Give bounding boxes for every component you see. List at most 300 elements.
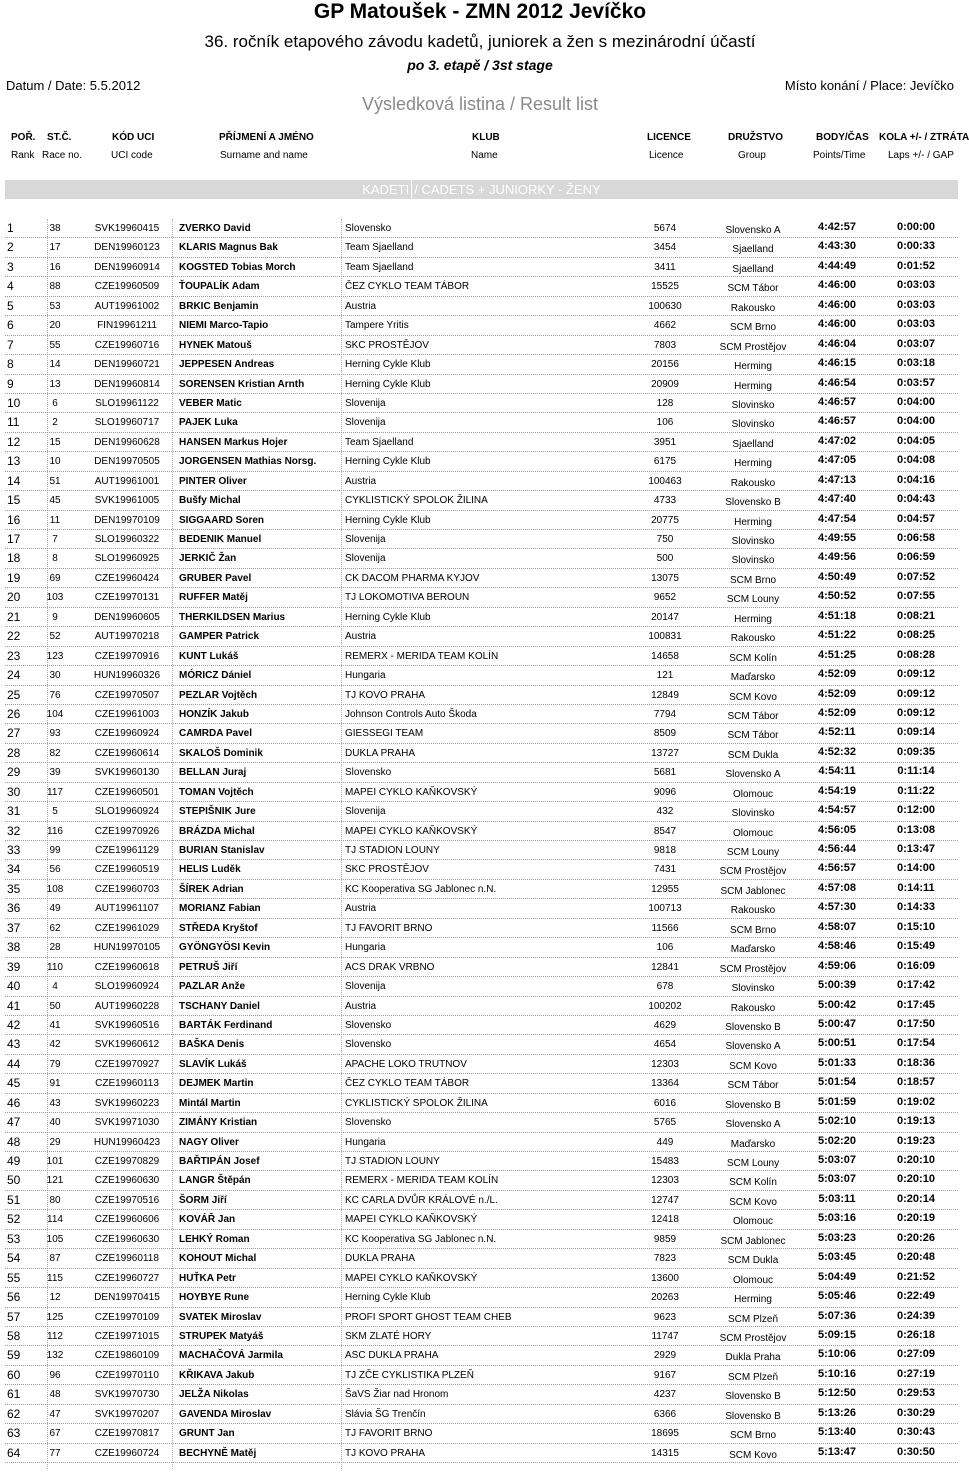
table-row xyxy=(5,1191,958,1210)
rider-name-cell: STRUPEK Matyáš xyxy=(179,1330,264,1342)
group-cell: SCM Plzeň xyxy=(727,1313,778,1325)
uci-code-cell: CZE19960924 xyxy=(94,728,160,740)
rank-cell: 34 xyxy=(7,862,21,877)
race-no-cell: 13 xyxy=(49,378,61,390)
group-cell: Sjaelland xyxy=(732,263,774,275)
race-no-cell: 42 xyxy=(49,1039,61,1051)
gap-cell: 0:13:08 xyxy=(897,823,935,836)
time-cell: 4:51:25 xyxy=(818,648,856,661)
race-no-cell: 114 xyxy=(47,1214,63,1226)
uci-code-cell: DEN19970415 xyxy=(94,1292,160,1304)
gap-cell: 0:12:00 xyxy=(897,804,935,817)
uci-code-cell: FIN19961211 xyxy=(97,320,157,332)
gap-cell: 0:03:18 xyxy=(897,357,935,370)
rider-name-cell: CAMRDA Pavel xyxy=(179,728,252,740)
rider-name-cell: MORIANZ Fabian xyxy=(179,903,261,915)
race-no-cell: 82 xyxy=(49,747,61,759)
club-cell: CYKLISTICKÝ SPOLOK ŽILINA xyxy=(345,495,488,507)
club-cell: Austria xyxy=(345,475,377,487)
group-cell: Slovensko A xyxy=(725,1041,781,1053)
uci-code-cell: CZE19960113 xyxy=(95,1078,159,1090)
table-row xyxy=(5,1405,958,1424)
gap-cell: 0:11:14 xyxy=(897,765,935,778)
rank-cell: 11 xyxy=(7,415,20,430)
uci-code-cell: SLO19960924 xyxy=(94,981,160,993)
group-cell: Olomouc xyxy=(732,1216,773,1228)
licence-cell: 6366 xyxy=(653,1408,677,1420)
group-cell: Slovensko B xyxy=(725,1391,781,1403)
group-cell: Maďarsko xyxy=(730,672,776,684)
licence-cell: 9096 xyxy=(653,786,677,798)
rider-name-cell: HELIS Luděk xyxy=(179,864,241,876)
licence-cell: 12418 xyxy=(651,1214,679,1226)
licence-cell: 4237 xyxy=(653,1389,677,1401)
gap-cell: 0:20:26 xyxy=(897,1231,935,1244)
rider-name-cell: ZVERKO David xyxy=(179,223,251,234)
club-cell: Austria xyxy=(345,631,377,643)
rank-cell: 16 xyxy=(7,512,21,527)
time-cell: 5:01:33 xyxy=(818,1056,856,1069)
rank-cell: 26 xyxy=(7,706,21,721)
uci-code-cell: AUT19961001 xyxy=(94,475,160,487)
table-row xyxy=(5,783,958,802)
time-cell: 4:59:06 xyxy=(818,959,856,972)
uci-code-cell: SLO19960925 xyxy=(94,553,160,565)
club-cell: APACHE LOKO TRUTNOV xyxy=(345,1058,467,1070)
club-cell: MAPEI CYKLO KAŇKOVSKÝ xyxy=(345,786,478,798)
time-cell: 4:50:49 xyxy=(818,570,856,583)
col-club-header: KLUB xyxy=(472,132,500,143)
table-row xyxy=(5,569,958,588)
table-row xyxy=(5,1346,958,1365)
time-cell: 5:01:59 xyxy=(818,1095,856,1108)
rank-cell: 9 xyxy=(7,376,14,391)
time-cell: 5:03:07 xyxy=(818,1154,856,1166)
race-no-cell: 93 xyxy=(49,728,61,740)
rank-cell: 52 xyxy=(7,1212,21,1227)
race-no-cell: 132 xyxy=(46,1350,64,1362)
rank-cell: 4 xyxy=(7,279,14,294)
col-raceno-header: ST.Č. xyxy=(47,132,72,143)
table-row xyxy=(5,297,958,316)
rank-cell: 46 xyxy=(7,1095,21,1110)
rank-cell: 41 xyxy=(7,998,21,1013)
table-row xyxy=(5,666,958,685)
licence-cell: 20156 xyxy=(651,359,679,371)
rank-cell: 57 xyxy=(7,1309,21,1324)
result-list-label: Výsledková listina / Result list xyxy=(361,94,599,114)
time-cell: 4:49:55 xyxy=(818,532,856,544)
club-cell: DUKLA PRAHA xyxy=(345,1253,416,1265)
rider-name-cell: GYÖNGYÖSI Kevin xyxy=(179,942,271,954)
uci-code-cell: SVK19960130 xyxy=(94,767,160,779)
club-cell: ČEZ CYKLO TEAM TÁBOR xyxy=(345,1078,470,1090)
col-time-header: BODY/ČAS xyxy=(816,132,869,143)
time-cell: 5:01:54 xyxy=(818,1076,856,1089)
club-cell: REMERX - MERIDA TEAM KOLÍN xyxy=(345,1175,499,1187)
gap-cell: 0:29:53 xyxy=(897,1387,935,1400)
col-uci-header: KÓD UCI xyxy=(112,132,155,143)
uci-code-cell: CZE19970110 xyxy=(95,1369,159,1381)
licence-cell: 13075 xyxy=(651,572,679,584)
time-cell: 4:50:52 xyxy=(818,590,856,603)
gap-cell: 0:27:09 xyxy=(897,1348,935,1361)
rank-cell: 27 xyxy=(7,726,21,741)
club-cell: Team Sjaelland xyxy=(345,261,414,273)
uci-code-cell: CZE19971015 xyxy=(94,1330,160,1342)
table-row xyxy=(5,219,958,238)
rank-cell: 32 xyxy=(7,823,21,838)
licence-cell: 3951 xyxy=(653,436,677,448)
uci-code-cell: DEN19960814 xyxy=(94,378,160,390)
club-cell: Slávia ŠG Trenčín xyxy=(345,1408,426,1420)
rank-cell: 22 xyxy=(7,629,21,644)
group-cell: Maďarsko xyxy=(730,944,776,956)
rider-name-cell: BAŘTIPÁN Josef xyxy=(179,1156,260,1167)
gap-cell: 0:19:02 xyxy=(897,1095,935,1108)
group-cell: Slovensko B xyxy=(725,1099,781,1111)
group-cell: SCM Kovo xyxy=(729,691,777,703)
time-cell: 5:04:49 xyxy=(818,1270,856,1283)
uci-code-cell: CZE19960424 xyxy=(94,572,160,584)
rank-cell: 12 xyxy=(7,434,21,449)
time-cell: 4:46:00 xyxy=(818,318,856,331)
race-no-cell: 29 xyxy=(49,1136,61,1148)
gap-cell: 0:24:39 xyxy=(897,1309,935,1322)
table-row xyxy=(5,938,958,957)
club-cell: MAPEI CYKLO KAŇKOVSKÝ xyxy=(345,1214,478,1226)
rank-cell: 8 xyxy=(7,357,14,372)
club-cell: ASC DUKLA PRAHA xyxy=(345,1350,439,1362)
uci-code-cell: CZE19970131 xyxy=(94,592,160,604)
rank-cell: 38 xyxy=(7,940,21,955)
uci-code-cell: CZE19970507 xyxy=(94,689,160,701)
time-cell: 4:52:32 xyxy=(818,745,856,758)
rider-name-cell: GRUBER Pavel xyxy=(179,572,252,584)
table-row xyxy=(5,860,958,879)
category-bar xyxy=(5,180,958,199)
table-row xyxy=(5,608,958,627)
club-cell: CYKLISTICKÝ SPOLOK ŽILINA xyxy=(345,1097,488,1109)
group-cell: Herming xyxy=(734,380,772,392)
rank-cell: 59 xyxy=(7,1348,21,1363)
licence-cell: 12841 xyxy=(651,961,679,973)
uci-code-cell: DEN19960605 xyxy=(94,611,160,623)
rider-name-cell: KLARIS Magnus Bak xyxy=(179,242,278,254)
uci-code-cell: SLO19960717 xyxy=(94,417,160,429)
gap-cell: 0:13:47 xyxy=(897,843,935,855)
gap-cell: 0:09:12 xyxy=(897,706,935,719)
licence-cell: 20775 xyxy=(651,514,679,526)
race-no-cell: 91 xyxy=(49,1078,61,1090)
rider-name-cell: ZIMÁNY Kristian xyxy=(179,1117,258,1129)
uci-code-cell: AUT19970218 xyxy=(94,631,160,643)
licence-cell: 500 xyxy=(656,553,674,565)
uci-code-cell: SLO19961122 xyxy=(95,397,159,409)
race-no-cell: 67 xyxy=(49,1428,61,1440)
race-no-cell: 116 xyxy=(47,825,63,837)
race-no-cell: 5 xyxy=(52,806,58,818)
group-cell: SCM Jablonec xyxy=(720,885,786,897)
licence-cell: 9859 xyxy=(653,1233,677,1245)
club-cell: Slovensko xyxy=(345,223,392,234)
gap-cell: 0:21:52 xyxy=(897,1270,935,1283)
table-row xyxy=(5,472,958,491)
rider-name-cell: JERKIČ Žan xyxy=(179,553,237,565)
time-cell: 5:07:36 xyxy=(818,1309,856,1322)
table-row xyxy=(5,686,958,705)
group-cell: SCM Brno xyxy=(729,1430,777,1442)
club-cell: Austria xyxy=(345,1000,377,1012)
rider-name-cell: JEPPESEN Andreas xyxy=(179,359,275,371)
club-cell: TJ FAVORIT BRNO xyxy=(345,922,433,934)
licence-cell: 13364 xyxy=(651,1078,679,1090)
club-cell: KC CARLA DVŮR KRÁLOVÉ n./L. xyxy=(345,1194,498,1206)
uci-code-cell: CZE19960118 xyxy=(95,1253,159,1265)
group-cell: SCM Kolín xyxy=(729,1177,777,1189)
rider-name-cell: KOVÁŘ Jan xyxy=(179,1214,236,1226)
category-divider xyxy=(411,180,412,199)
time-cell: 4:47:05 xyxy=(818,454,856,467)
licence-cell: 12747 xyxy=(651,1194,679,1206)
rider-name-cell: VEBER Matic xyxy=(179,397,242,409)
group-cell: Rakousko xyxy=(730,905,776,917)
time-cell: 4:51:18 xyxy=(818,609,856,622)
licence-cell: 9652 xyxy=(653,592,677,604)
licence-cell: 12303 xyxy=(651,1058,679,1070)
rider-name-cell: HOYBYE Rune xyxy=(179,1292,250,1304)
rider-name-cell: BELLAN Juraj xyxy=(179,767,247,779)
col-group-header: DRUŽSTVO xyxy=(728,132,783,143)
gap-cell: 0:17:50 xyxy=(897,1017,935,1030)
group-cell: Rakousko xyxy=(730,1002,776,1014)
race-no-cell: 125 xyxy=(46,1311,64,1323)
time-cell: 4:54:19 xyxy=(818,784,856,797)
table-row xyxy=(5,1269,958,1288)
rank-cell: 48 xyxy=(7,1134,21,1149)
table-row xyxy=(5,355,958,374)
race-no-cell: 79 xyxy=(49,1058,61,1070)
col-club-subheader: Name xyxy=(471,150,498,161)
table-row xyxy=(5,1055,958,1074)
licence-cell: 750 xyxy=(656,534,674,545)
club-cell: Slovenija xyxy=(345,534,386,545)
table-row xyxy=(5,647,958,666)
table-row xyxy=(5,919,958,938)
col-raceno-subheader: Race no. xyxy=(42,150,83,161)
gap-cell: 0:04:16 xyxy=(897,473,935,486)
uci-code-cell: CZE19960501 xyxy=(94,786,160,798)
table-row xyxy=(5,1171,958,1190)
rank-cell: 24 xyxy=(7,668,21,683)
results-table xyxy=(5,219,958,1463)
uci-code-cell: CZE19960614 xyxy=(94,747,160,759)
race-no-cell: 28 xyxy=(49,942,61,954)
licence-cell: 100630 xyxy=(648,300,682,312)
time-cell: 4:56:44 xyxy=(818,843,856,855)
table-row xyxy=(5,1152,958,1171)
time-cell: 4:57:30 xyxy=(818,901,856,914)
club-cell: Slovensko xyxy=(345,1039,392,1051)
licence-cell: 432 xyxy=(656,806,674,818)
gap-cell: 0:04:43 xyxy=(897,493,935,506)
club-cell: Herning Cykle Klub xyxy=(345,611,431,623)
table-row xyxy=(5,724,958,743)
rank-cell: 62 xyxy=(7,1406,21,1421)
licence-cell: 3454 xyxy=(653,242,677,254)
gap-cell: 0:03:07 xyxy=(897,337,935,350)
col-rank-header: POŘ. xyxy=(11,132,36,143)
col-licence-header: LICENCE xyxy=(647,132,691,143)
rider-name-cell: DEJMEK Martin xyxy=(179,1078,254,1090)
licence-cell: 6175 xyxy=(653,456,677,468)
table-row xyxy=(5,1094,958,1113)
group-cell: SCM Plzeň xyxy=(727,1371,778,1383)
rider-name-cell: SIGGAARD Soren xyxy=(179,514,265,526)
rank-cell: 49 xyxy=(7,1154,21,1168)
race-no-cell: 45 xyxy=(49,495,61,507)
group-cell: SCM Louny xyxy=(726,594,780,606)
race-no-cell: 62 xyxy=(49,922,61,934)
group-cell: SCM Louny xyxy=(726,847,780,858)
group-cell: Herming xyxy=(734,361,772,373)
gap-cell: 0:14:11 xyxy=(897,881,935,894)
licence-cell: 100831 xyxy=(648,631,682,643)
table-row xyxy=(5,997,958,1016)
race-no-cell: 55 xyxy=(49,339,61,351)
rider-name-cell: GRUNT Jan xyxy=(179,1428,235,1440)
rider-name-cell: SKALOŠ Dominik xyxy=(179,747,263,759)
table-row xyxy=(5,822,958,841)
club-cell: SKM ZLATÉ HORY xyxy=(345,1330,432,1342)
race-no-cell: 10 xyxy=(49,456,61,468)
gap-cell: 0:04:00 xyxy=(897,415,935,428)
gap-cell: 0:30:50 xyxy=(897,1445,935,1458)
time-cell: 4:58:46 xyxy=(818,940,856,953)
table-row xyxy=(5,763,958,782)
gap-cell: 0:04:08 xyxy=(897,454,935,467)
gap-cell: 0:07:52 xyxy=(897,570,935,583)
table-row xyxy=(5,1113,958,1132)
licence-cell: 13600 xyxy=(651,1272,679,1284)
club-cell: Slovenija xyxy=(345,417,386,429)
col-gap-subheader: Laps +/- / GAP xyxy=(888,150,954,161)
race-no-cell: 76 xyxy=(49,689,61,701)
time-cell: 5:13:26 xyxy=(818,1406,856,1419)
rank-cell: 63 xyxy=(7,1426,21,1441)
race-no-cell: 115 xyxy=(47,1272,63,1284)
rank-cell: 23 xyxy=(7,648,21,663)
rank-cell: 30 xyxy=(7,784,21,799)
club-cell: TJ STADION LOUNY xyxy=(345,1156,440,1167)
table-row xyxy=(5,841,958,860)
rider-name-cell: KŘIKAVA Jakub xyxy=(179,1369,255,1381)
rider-name-cell: GAMPER Patrick xyxy=(179,631,260,643)
gap-cell: 0:30:29 xyxy=(897,1406,935,1419)
club-cell: ŠaVS Žiar nad Hronom xyxy=(345,1389,449,1401)
uci-code-cell: CZE19960509 xyxy=(94,281,160,293)
club-cell: Herning Cykle Klub xyxy=(345,378,431,390)
table-row xyxy=(5,1385,958,1404)
race-no-cell: 50 xyxy=(49,1000,61,1012)
uci-code-cell: AUT19961002 xyxy=(94,300,160,312)
date-label: Datum / Date: 5.5.2012 xyxy=(6,78,141,93)
licence-cell: 7431 xyxy=(653,864,677,876)
time-cell: 5:00:42 xyxy=(818,998,856,1011)
gap-cell: 0:04:00 xyxy=(897,395,935,408)
gap-cell: 0:26:18 xyxy=(897,1328,935,1341)
group-cell: SCM Tábor xyxy=(727,710,779,722)
rider-name-cell: SLAVÍK Lukáš xyxy=(179,1058,247,1070)
time-cell: 5:00:47 xyxy=(818,1017,856,1030)
group-cell: Sjaelland xyxy=(732,244,774,256)
rider-name-cell: MACHAČOVÁ Jarmila xyxy=(179,1350,283,1362)
table-row xyxy=(5,958,958,977)
time-cell: 5:13:47 xyxy=(818,1445,856,1458)
col-uci-subheader: UCI code xyxy=(111,150,153,161)
rider-name-cell: LEHKÝ Roman xyxy=(179,1233,250,1245)
licence-cell: 12849 xyxy=(651,689,679,701)
licence-cell: 100463 xyxy=(648,475,682,487)
gap-cell: 0:03:03 xyxy=(897,298,935,311)
page-title: GP Matoušek - ZMN 2012 Jevíčko xyxy=(313,0,647,23)
time-cell: 4:46:54 xyxy=(818,376,856,389)
club-cell: Johnson Controls Auto Škoda xyxy=(345,708,477,720)
uci-code-cell: HUN19960423 xyxy=(93,1136,161,1148)
page-subtitle: 36. ročník etapového závodu kadetů, juniorek a žen s mezinárodní účastí xyxy=(204,32,756,51)
rider-name-cell: ŠÍREK Adrian xyxy=(179,883,244,895)
uci-code-cell: CZE19970109 xyxy=(94,1311,160,1323)
licence-cell: 5765 xyxy=(653,1117,677,1129)
table-row xyxy=(5,1035,958,1054)
rank-cell: 61 xyxy=(7,1387,21,1402)
club-cell: MAPEI CYKLO KAŇKOVSKÝ xyxy=(345,1272,478,1284)
time-cell: 4:54:11 xyxy=(818,765,856,778)
rank-cell: 28 xyxy=(7,745,21,760)
time-cell: 4:54:57 xyxy=(818,804,856,817)
uci-code-cell: SVK19970730 xyxy=(94,1389,160,1401)
time-cell: 4:47:02 xyxy=(818,434,856,447)
licence-cell: 100713 xyxy=(648,903,682,915)
licence-cell: 4629 xyxy=(653,1019,677,1031)
club-cell: TJ FAVORIT BRNO xyxy=(345,1428,433,1440)
gap-cell: 0:14:33 xyxy=(897,901,935,914)
group-cell: Slovinsko xyxy=(731,399,775,411)
licence-cell: 15525 xyxy=(651,281,679,293)
rider-name-cell: MÓRICZ Dániel xyxy=(179,670,252,682)
gap-cell: 0:09:14 xyxy=(897,726,935,739)
time-cell: 4:49:56 xyxy=(818,551,856,564)
rider-name-cell: Mintál Martin xyxy=(179,1097,241,1109)
time-cell: 4:56:05 xyxy=(818,823,856,836)
group-cell: Olomouc xyxy=(732,827,773,839)
rider-name-cell: PINTER Oliver xyxy=(179,475,247,487)
group-cell: SCM Tábor xyxy=(727,1080,779,1092)
rider-name-cell: JORGENSEN Mathias Norsg. xyxy=(179,456,317,468)
club-cell: Slovenija xyxy=(345,553,386,565)
uci-code-cell: DEN19970109 xyxy=(94,514,160,526)
licence-cell: 8509 xyxy=(653,728,677,740)
gap-cell: 0:08:25 xyxy=(897,629,935,642)
club-cell: Herning Cykle Klub xyxy=(345,1292,431,1304)
uci-code-cell: DEN19970505 xyxy=(94,456,160,468)
licence-cell: 15483 xyxy=(651,1156,679,1167)
time-cell: 5:12:50 xyxy=(818,1387,856,1400)
time-cell: 4:47:54 xyxy=(818,512,856,525)
gap-cell: 0:15:49 xyxy=(897,940,935,953)
uci-code-cell: HUN19970105 xyxy=(93,942,161,954)
gap-cell: 0:08:28 xyxy=(897,648,935,661)
